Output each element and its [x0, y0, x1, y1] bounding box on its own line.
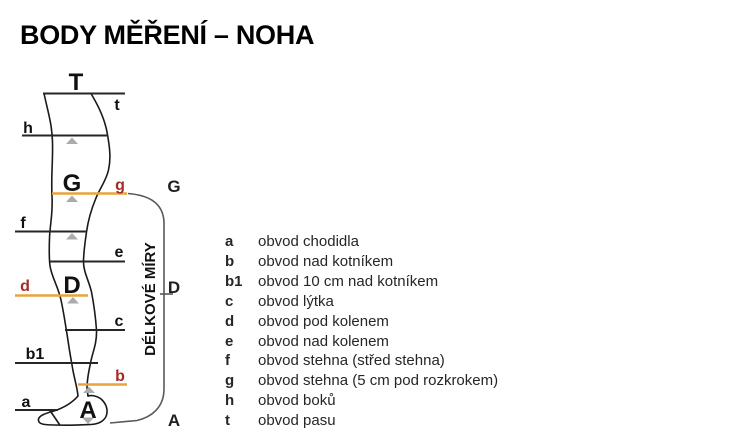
- point-label-g-red: g: [115, 177, 125, 194]
- legend-item-a: [225, 232, 545, 252]
- legend-label: obvod pasu: [258, 412, 336, 430]
- bracket-label-D: D: [167, 278, 181, 297]
- legend-key: b1: [225, 272, 243, 290]
- legend: [225, 232, 545, 431]
- point-label-A-big: A: [79, 397, 97, 424]
- legend-label: obvod pod kolenem: [258, 312, 389, 330]
- point-label-h: h: [23, 120, 33, 137]
- legend-item-e: [225, 332, 545, 352]
- legend-key: b: [225, 252, 235, 270]
- legend-key: g: [225, 372, 235, 390]
- triangle-up-f: [66, 233, 78, 240]
- point-label-a: a: [21, 394, 31, 411]
- legend-item-g: [225, 371, 545, 391]
- legend-item-t: [225, 411, 545, 431]
- legend-label: obvod nad kotníkem: [258, 252, 394, 270]
- legend-key: e: [225, 332, 234, 350]
- point-label-T-big: T: [68, 69, 84, 96]
- legend-label: obvod stehna (střed stehna): [258, 352, 445, 370]
- legend-label: obvod 10 cm nad kotníkem: [258, 272, 439, 290]
- point-label-G-big: G: [62, 170, 82, 197]
- triangle-up-b: [83, 387, 95, 394]
- legend-key: c: [225, 292, 234, 310]
- legend-item-b1: [225, 272, 545, 292]
- point-label-b1: b1: [25, 346, 45, 363]
- legend-item-c: [225, 292, 545, 312]
- triangle-up-h: [66, 138, 78, 145]
- bracket-label-G: G: [167, 177, 181, 196]
- bracket-label-A: A: [167, 411, 181, 430]
- point-label-c: c: [114, 313, 124, 330]
- legend-label: obvod lýtka: [258, 292, 334, 310]
- point-label-d-red: d: [20, 278, 30, 295]
- point-label-b-red: b: [115, 368, 125, 385]
- point-label-D-big: D: [63, 272, 81, 299]
- leg-right-contour: [84, 94, 110, 397]
- legend-item-b: [225, 252, 545, 272]
- legend-key: a: [225, 233, 234, 250]
- page-title: BODY MĚŘENÍ – NOHA: [20, 20, 315, 50]
- legend-item-f: [225, 351, 545, 371]
- legend-label: obvod nad kolenem: [258, 332, 389, 350]
- legend-label: obvod stehna (5 cm pod rozkrokem): [258, 372, 499, 390]
- legend-item-h: [225, 391, 545, 411]
- foot-toe-seam: [50, 411, 60, 425]
- legend-item-d: [225, 312, 545, 332]
- length-measures-axis-label: DÉLKOVÉ MÍRY: [142, 242, 159, 356]
- point-label-e: e: [114, 244, 124, 261]
- legend-key: h: [225, 392, 235, 410]
- legend-key: f: [225, 352, 230, 370]
- legend-key: d: [225, 312, 235, 330]
- point-label-t: t: [114, 97, 120, 114]
- legend-label: obvod boků: [258, 392, 336, 410]
- point-label-f: f: [20, 215, 26, 232]
- legend-label: obvod chodidla: [258, 233, 359, 250]
- legend-key: t: [225, 412, 230, 430]
